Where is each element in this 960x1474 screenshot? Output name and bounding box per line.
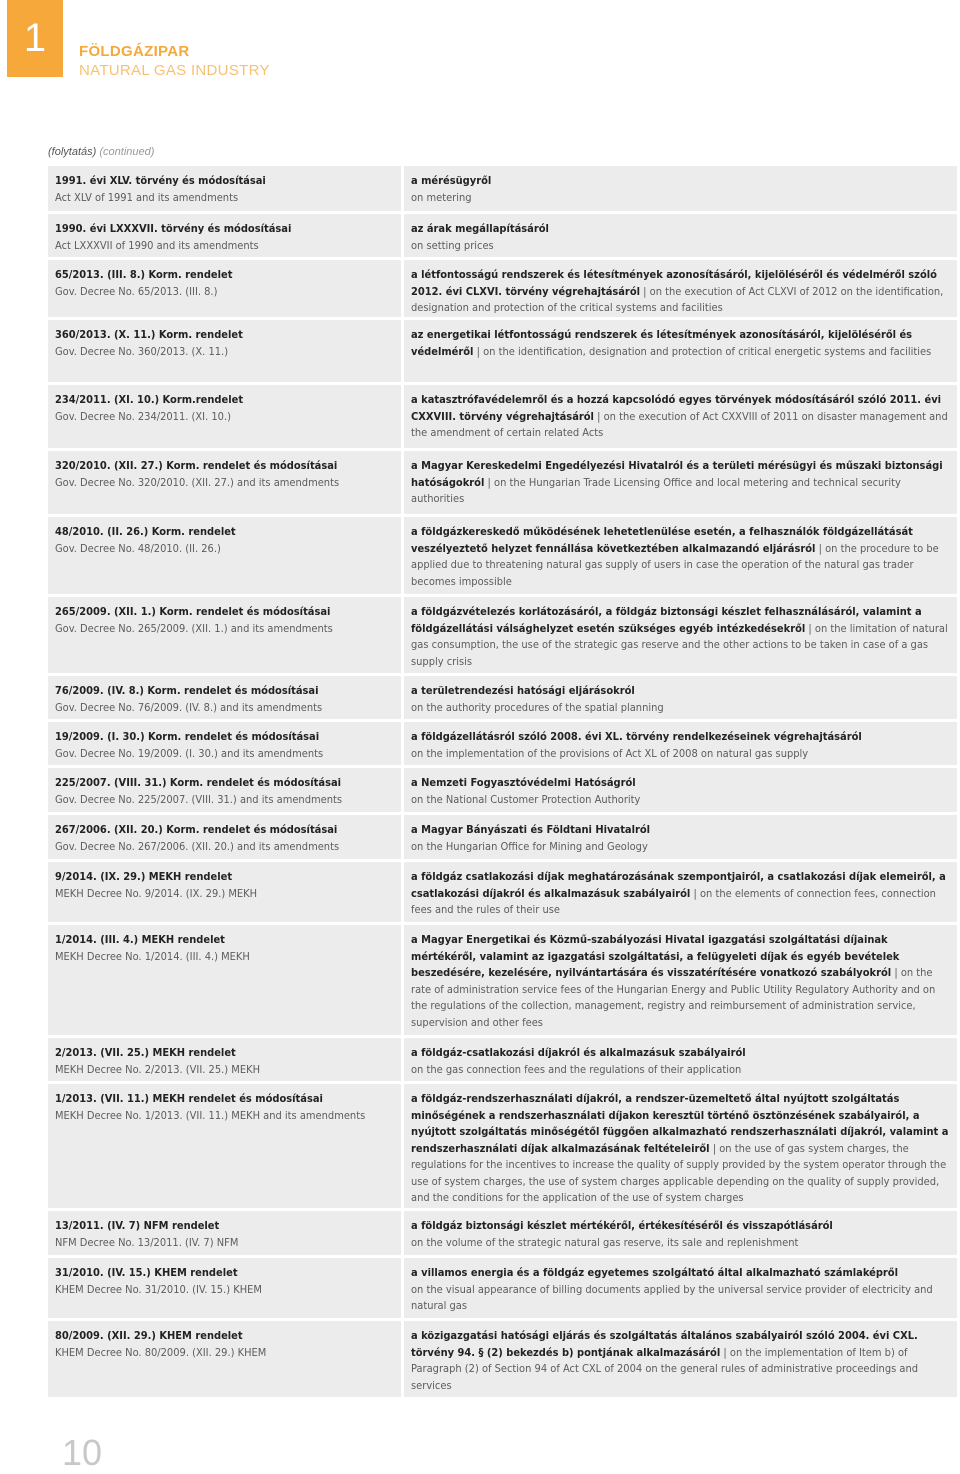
regulation-id-cell — [48, 451, 401, 514]
regulation-id-hu: 225/2007. (VIII. 31.) Korm. rendelet és módosításai — [55, 776, 342, 789]
regulation-id-en: NFM Decree No. 13/2011. (IV. 7) NFM — [55, 1235, 239, 1249]
table-row — [48, 320, 957, 382]
regulation-id-en: Act XLV of 1991 and its amendments — [55, 190, 239, 204]
legislation-table — [48, 166, 957, 1400]
regulation-id-hu: 80/2009. (XII. 29.) KHEM rendelet — [55, 1329, 243, 1342]
regulation-subject-en: on the execution of Act CXXVIII of 2011 on disaster management and the amendment of certain related Acts — [411, 409, 948, 439]
regulation-subject-cell — [404, 862, 957, 922]
regulation-subject-cell — [404, 1038, 957, 1081]
regulation-id-cell — [48, 385, 401, 448]
regulation-subject-hu: az energetikai létfontosságú rendszerek és létesítmények azonosításáról, kijelöléséről és védelméről — [411, 328, 913, 358]
regulation-subject-en: on the visual appearance of billing documents applied by the universal service provider of electricity and natural gas — [411, 1282, 933, 1312]
regulation-id-cell — [48, 166, 401, 211]
chapter-number-badge: 1 — [7, 0, 63, 77]
regulation-subject-cell — [404, 1321, 957, 1397]
regulation-subject-hu: a villamos energia és a földgáz egyetemes szolgáltató által alkalmazható számlaképről — [411, 1266, 898, 1279]
regulation-subject-hu: a földgáz-rendszerhasználati díjakról, a rendszer-üzemeltető által nyújtott szolgáltatás minőségének a rendszerhasználati díjakon keresztül történő ösztönzésének szabályairól, a nyújtott szolgáltatás minőségétől függően alkalmazható rendszerhasználati díjakról, valamint a rendszerhasználati díjak alkalmazásának feltételeiről — [411, 1092, 949, 1155]
table-row — [48, 260, 957, 317]
table-row — [48, 815, 957, 859]
regulation-id-cell — [48, 815, 401, 859]
regulation-subject-hu: az árak megállapításáról — [411, 222, 549, 235]
regulation-subject-en: on the limitation of natural gas consumption, the use of the strategic gas reserve and the other actions to be taken in case of a gas supply crisis — [411, 621, 948, 668]
regulation-id-en: Gov. Decree No. 360/2013. (X. 11.) — [55, 344, 229, 358]
regulation-subject-cell — [404, 768, 957, 812]
chapter-title-en: NATURAL GAS INDUSTRY — [79, 62, 270, 79]
regulation-id-en: KHEM Decree No. 80/2009. (XII. 29.) KHEM — [55, 1345, 267, 1359]
regulation-id-cell — [48, 320, 401, 382]
regulation-id-cell — [48, 517, 401, 594]
table-row — [48, 768, 957, 812]
regulation-subject-cell — [404, 815, 957, 859]
regulation-id-cell — [48, 597, 401, 673]
regulation-id-hu: 1/2013. (VII. 11.) MEKH rendelet és módosításai — [55, 1092, 323, 1105]
regulation-subject-en: on the implementation of the provisions of Act XL of 2008 on natural gas supply — [411, 746, 809, 760]
regulation-subject-hu: a földgáz-csatlakozási díjakról és alkalmazásuk szabályairól — [411, 1046, 746, 1059]
regulation-subject-en: on setting prices — [411, 238, 494, 252]
regulation-id-en: MEKH Decree No. 1/2013. (VII. 11.) MEKH and its amendments — [55, 1108, 366, 1122]
regulation-subject-en: on the identification, designation and protection of critical energetic systems and facilities — [483, 344, 932, 358]
regulation-id-hu: 320/2010. (XII. 27.) Korm. rendelet és módosításai — [55, 459, 338, 472]
regulation-subject-en: on the volume of the strategic natural gas reserve, its sale and replenishment — [411, 1235, 799, 1249]
regulation-id-en: Gov. Decree No. 48/2010. (II. 26.) — [55, 541, 221, 555]
regulation-subject-cell — [404, 260, 957, 317]
table-row — [48, 451, 957, 514]
regulation-subject-en: on the elements of connection fees, connection fees and the rules of their use — [411, 886, 936, 916]
page-number: 10 — [62, 1432, 103, 1473]
regulation-id-cell — [48, 925, 401, 1035]
table-row — [48, 166, 957, 211]
regulation-subject-hu: a földgázvételezés korlátozásáról, a földgáz biztonsági készlet felhasználásáról, valamint a földgázellátási válsághelyzet esetén szükséges egyéb intézkedésekről — [411, 605, 922, 635]
separator: | — [818, 541, 822, 555]
regulation-subject-cell — [404, 1084, 957, 1208]
regulation-id-en: Gov. Decree No. 76/2009. (IV. 8.) and its amendments — [55, 700, 323, 714]
regulation-id-en: Gov. Decree No. 225/2007. (VIII. 31.) and its amendments — [55, 792, 343, 806]
regulation-id-cell — [48, 722, 401, 765]
separator: | — [712, 1141, 717, 1155]
regulation-id-en: Gov. Decree No. 265/2009. (XII. 1.) and its amendments — [55, 621, 333, 635]
table-row — [48, 862, 957, 922]
regulation-subject-cell — [404, 1258, 957, 1318]
regulation-subject-en: on the gas connection fees and the regulations of their application — [411, 1062, 742, 1076]
regulation-subject-cell — [404, 214, 957, 257]
regulation-id-en: MEKH Decree No. 9/2014. (IX. 29.) MEKH — [55, 886, 258, 900]
separator: | — [487, 475, 491, 489]
regulation-subject-en: on the procedure to be applied due to threatening natural gas supply of users in case the operation of the natural gas trader becomes impossible — [411, 541, 939, 588]
regulation-subject-hu: a mérésügyről — [411, 174, 492, 187]
regulation-subject-cell — [404, 320, 957, 382]
regulation-subject-en: on the use of gas system charges, the regulations for the incentives to increase the quality of supply provided by the system operator through the use of system charges, the use of system charges applicable depending on the quality of supply provided, and the conditions for the application of the use of system charges — [411, 1141, 947, 1204]
table-row — [48, 722, 957, 765]
regulation-id-hu: 360/2013. (X. 11.) Korm. rendelet — [55, 328, 243, 341]
regulation-id-en: Gov. Decree No. 234/2011. (XI. 10.) — [55, 409, 231, 423]
table-row — [48, 1211, 957, 1255]
regulation-subject-hu: a földgáz csatlakozási díjak meghatározásának szempontjairól, a csatlakozási díjak elemeiről, a csatlakozási díjakról és alkalmazásuk szabályairól — [411, 870, 946, 900]
table-row — [48, 925, 957, 1035]
regulation-subject-hu: a közigazgatási hatósági eljárás és szolgáltatás általános szabályairól szóló 2004. évi CXL. törvény 94. § (2) bekezdés b) pontjának alkalmazásáról — [411, 1329, 918, 1359]
regulation-subject-en: on the Hungarian Trade Licensing Office and local metering and technical security authorities — [411, 475, 901, 505]
regulation-subject-en: on metering — [411, 190, 472, 204]
regulation-subject-hu: a földgázellátásról szóló 2008. évi XL. törvény rendelkezéseinek végrehajtásáról — [411, 730, 862, 743]
regulation-id-en: Gov. Decree No. 65/2013. (III. 8.) — [55, 284, 218, 298]
regulation-id-hu: 76/2009. (IV. 8.) Korm. rendelet és módosításai — [55, 684, 319, 697]
regulation-subject-en: on the National Customer Protection Authority — [411, 792, 641, 806]
regulation-subject-hu: a létfontosságú rendszerek és létesítmények azonosításáról, kijelöléséről és védelméről szóló 2012. évi CLXVI. törvény végrehajtásáról — [411, 268, 937, 298]
regulation-id-hu: 48/2010. (II. 26.) Korm. rendelet — [55, 525, 236, 538]
separator: | — [808, 621, 812, 635]
table-row — [48, 1038, 957, 1081]
regulation-subject-en: on the execution of Act CLXVI of 2012 on the identification, designation and protection of the critical systems and facilities — [411, 284, 944, 314]
regulation-subject-cell — [404, 1211, 957, 1255]
separator: | — [643, 284, 647, 298]
regulation-subject-en: on the Hungarian Office for Mining and Geology — [411, 839, 648, 853]
regulation-subject-hu: a földgáz biztonsági készlet mértékéről, értékesítéséről és visszapótlásáról — [411, 1219, 833, 1232]
regulation-id-en: KHEM Decree No. 31/2010. (IV. 15.) KHEM — [55, 1282, 262, 1296]
regulation-id-cell — [48, 676, 401, 719]
regulation-subject-en: on the rate of administration service fees of the Hungarian Energy and Public Utility Regulatory Authority and on the regulations of the collection, management, registry and reimbursement of administration service, supervision and other fees — [411, 966, 936, 1029]
regulation-id-cell — [48, 1258, 401, 1318]
regulation-id-en: Gov. Decree No. 267/2006. (XII. 20.) and its amendments — [55, 839, 340, 853]
regulation-id-cell — [48, 1321, 401, 1397]
regulation-id-cell — [48, 768, 401, 812]
chapter-title — [79, 42, 270, 80]
regulation-id-hu: 9/2014. (IX. 29.) MEKH rendelet — [55, 870, 233, 883]
regulation-subject-hu: a Magyar Energetikai és Közmű-szabályozási Hivatal igazgatási szolgáltatási díjainak mértékéről, valamint az igazgatási szolgáltatási, a felügyeleti díjak és egyéb bevételek beszedésére, kezelésére, nyilvántartására és visszatérítésére vonatkozó szabályokról — [411, 933, 900, 979]
table-row — [48, 1321, 957, 1397]
regulation-id-cell — [48, 1038, 401, 1081]
regulation-id-hu: 265/2009. (XII. 1.) Korm. rendelet és módosításai — [55, 605, 331, 618]
regulation-subject-cell — [404, 722, 957, 765]
separator: | — [476, 344, 480, 358]
regulation-subject-cell — [404, 166, 957, 211]
separator: | — [723, 1345, 727, 1359]
continued-en: (continued) — [99, 146, 155, 158]
regulation-subject-cell — [404, 925, 957, 1035]
table-row — [48, 214, 957, 257]
regulation-id-hu: 1991. évi XLV. törvény és módosításai — [55, 174, 266, 187]
regulation-subject-cell — [404, 517, 957, 594]
regulation-id-en: Act LXXXVII of 1990 and its amendments — [55, 238, 259, 252]
regulation-subject-en: on the authority procedures of the spatial planning — [411, 700, 664, 714]
regulation-id-cell — [48, 1084, 401, 1208]
table-row — [48, 597, 957, 673]
regulation-id-en: MEKH Decree No. 1/2014. (III. 4.) MEKH — [55, 949, 250, 963]
regulation-id-hu: 31/2010. (IV. 15.) KHEM rendelet — [55, 1266, 238, 1279]
regulation-id-hu: 65/2013. (III. 8.) Korm. rendelet — [55, 268, 233, 281]
regulation-subject-hu: a Magyar Kereskedelmi Engedélyezési Hivatalról és a területi mérésügyi és műszaki biztonsági hatóságokról — [411, 459, 943, 489]
regulation-id-en: MEKH Decree No. 2/2013. (VII. 25.) MEKH — [55, 1062, 261, 1076]
continued-label — [48, 146, 154, 158]
separator: | — [597, 409, 601, 423]
regulation-subject-cell — [404, 385, 957, 448]
regulation-id-hu: 1990. évi LXXXVII. törvény és módosításai — [55, 222, 292, 235]
regulation-subject-cell — [404, 451, 957, 514]
regulation-id-en: Gov. Decree No. 320/2010. (XII. 27.) and its amendments — [55, 475, 340, 489]
chapter-title-hu: FÖLDGÁZIPAR — [79, 43, 190, 60]
table-row — [48, 1258, 957, 1318]
regulation-id-hu: 1/2014. (III. 4.) MEKH rendelet — [55, 933, 225, 946]
table-row — [48, 1084, 957, 1208]
regulation-id-cell — [48, 260, 401, 317]
regulation-subject-hu: a területrendezési hatósági eljárásokról — [411, 684, 635, 697]
regulation-subject-cell — [404, 597, 957, 673]
regulation-id-hu: 2/2013. (VII. 25.) MEKH rendelet — [55, 1046, 236, 1059]
regulation-subject-hu: a földgázkereskedő működésének lehetetlenülése esetén, a felhasználók földgázellátását veszélyeztető helyzet fennállása következtében alkalmazandó eljárásról — [411, 525, 913, 555]
continued-hu: (folytatás) — [48, 146, 97, 158]
regulation-id-en: Gov. Decree No. 19/2009. (I. 30.) and its amendments — [55, 746, 324, 760]
regulation-subject-en: on the implementation of Item b) of Paragraph (2) of Section 94 of Act CXL of 2004 on the general rules of administrative proceedings and services — [411, 1345, 919, 1392]
separator: | — [693, 886, 697, 900]
regulation-id-cell — [48, 1211, 401, 1255]
table-row — [48, 385, 957, 448]
regulation-id-hu: 267/2006. (XII. 20.) Korm. rendelet és módosításai — [55, 823, 338, 836]
regulation-id-hu: 234/2011. (XI. 10.) Korm.rendelet — [55, 393, 244, 406]
regulation-id-cell — [48, 214, 401, 257]
regulation-subject-cell — [404, 676, 957, 719]
regulation-id-hu: 13/2011. (IV. 7) NFM rendelet — [55, 1219, 220, 1232]
table-row — [48, 676, 957, 719]
regulation-id-hu: 19/2009. (I. 30.) Korm. rendelet és módosításai — [55, 730, 320, 743]
regulation-subject-hu: a Nemzeti Fogyasztóvédelmi Hatóságról — [411, 776, 636, 789]
separator: | — [894, 966, 898, 979]
regulation-subject-hu: a katasztrófavédelemről és a hozzá kapcsolódó egyes törvények módosításáról szóló 2011. évi CXXVIII. törvény végrehajtásáról — [411, 393, 942, 423]
table-row — [48, 517, 957, 594]
regulation-id-cell — [48, 862, 401, 922]
regulation-subject-hu: a Magyar Bányászati és Földtani Hivatalról — [411, 823, 651, 836]
